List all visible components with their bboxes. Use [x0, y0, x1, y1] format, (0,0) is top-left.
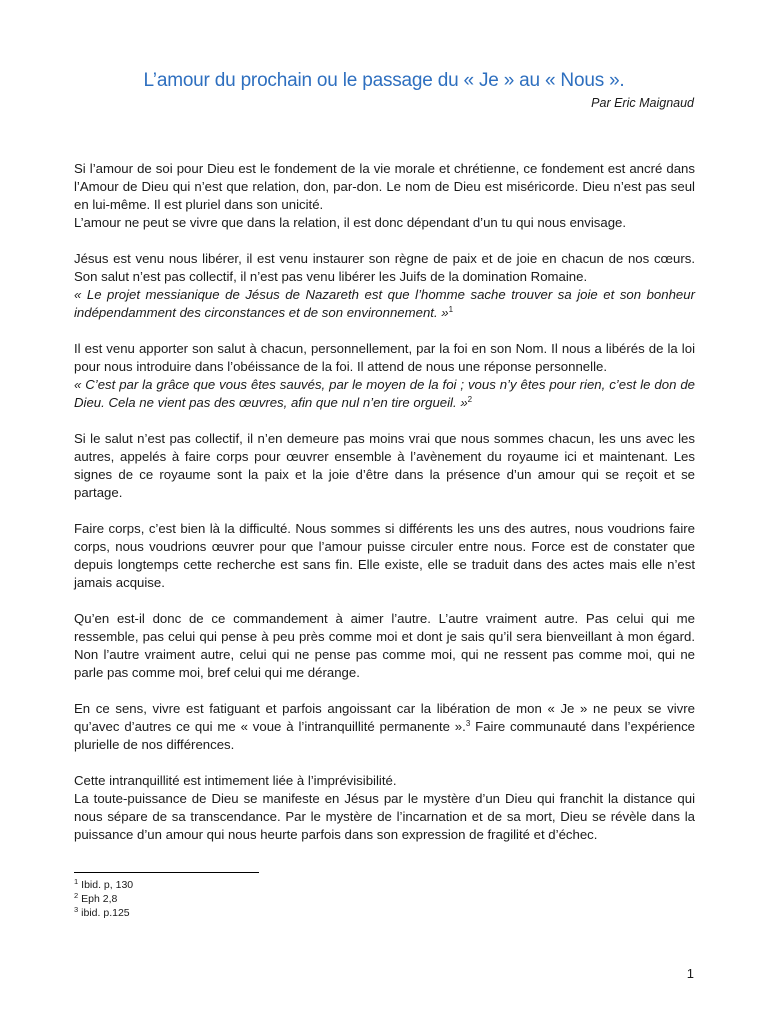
paragraph-6: Qu’en est-il donc de ce commandement à aimer l’autre. L’autre vraiment autre. Pas celui qui me ressemble, pas celui qui pense à peu près comme moi et dont je sais qu’il sera bienveillant à mon égard. Non l’autre vraiment autre, celui qui ne pense pas comme moi, qui ne ressent pas comme moi, qui ne parle pas comme moi, bref celui qui me dérange. [74, 611, 695, 680]
paragraph-5: Faire corps, c’est bien là la difficulté. Nous sommes si différents les uns des autres, nous voudrions faire corps, nous voudrions œuvrer pour que l’amour puisse circuler entre nous. Force est de constater que depuis longtemps cette recherche est sans fin. Elle existe, elle se traduit dans des actes mais elle n’est jamais acquise. [74, 521, 695, 590]
footnote-3-text: ibid. p.125 [81, 907, 130, 919]
footnote-3 [74, 906, 133, 920]
quote-2: « C’est par la grâce que vous êtes sauvés, par le moyen de la foi ; vous n’y êtes pour rien, c’est le don de Dieu. Cela ne vient pas des œuvres, afin que nul n’en tire orgueil. » [74, 377, 695, 410]
quote-1: « Le projet messianique de Jésus de Nazareth est que l’homme sache trouver sa joie et son bonheur indépendamment des circonstances et de son environnement. » [74, 287, 695, 320]
footnote-2 [74, 892, 133, 906]
footnote-2-number: 2 [74, 891, 79, 900]
page-title: L’amour du prochain ou le passage du « Je » au « Nous ». [143, 70, 625, 91]
paragraph-1a: Si l’amour de soi pour Dieu est le fondement de la vie morale et chrétienne, ce fondement est ancré dans l’Amour de Dieu qui n’est que relation, don, par-don. Le nom de Dieu est miséricorde. Dieu n’est pas seul en lui-même. Il est pluriel dans son unicité. [74, 161, 695, 212]
footnote-divider [74, 872, 259, 873]
author-line: Par Eric Maignaud [591, 96, 694, 110]
document-body [74, 160, 695, 844]
footnote-2-text: Eph 2,8 [81, 893, 118, 905]
footnote-1 [74, 878, 133, 892]
footnotes [74, 878, 133, 920]
footnote-3-number: 3 [74, 905, 79, 914]
paragraph-7-text-a: En ce sens, vivre est fatiguant et parfois angoissant car la libération de mon « Je » ne peux se vivre qu’avec d’autres ce qui me « voue à l’intranquillité permanente ». [74, 701, 695, 734]
paragraph-7 [74, 700, 695, 754]
paragraph-8b: La toute-puissance de Dieu se manifeste en Jésus par le mystère d’un Dieu qui franchit la distance qui nous sépare de sa transcendance. Par le mystère de l’incarnation et de sa mort, Dieu se révèle dans la puissance d’un amour qui nous heurte parfois dans son expression de fragilité et d’échec. [74, 791, 695, 842]
footnote-ref-2: 2 [467, 395, 473, 404]
paragraph-3b [74, 376, 695, 412]
footnote-1-text: Ibid. p, 130 [81, 879, 134, 891]
paragraph-2b [74, 286, 695, 322]
paragraph-7-text-b: Faire communauté dans l’expérience plurielle de nos différences. [74, 719, 696, 752]
paragraph-4: Si le salut n’est pas collectif, il n’en demeure pas moins vrai que nous sommes chacun, les uns avec les autres, appelés à faire corps pour œuvrer ensemble à l’avènement du royaume ici et maintenant. Les signes de ce royaume sont la paix et la joie d’être dans la présence d’un amour qui se reçoit et se partage. [74, 431, 695, 500]
footnote-ref-1: 1 [448, 305, 454, 314]
paragraph-8a: Cette intranquillité est intimement liée à l’imprévisibilité. [74, 773, 397, 788]
footnote-ref-3: 3 [465, 719, 471, 728]
footnote-1-number: 1 [74, 877, 79, 886]
page-number: 1 [686, 966, 694, 981]
paragraph-1b: L’amour ne peut se vivre que dans la relation, il est donc dépendant d’un tu qui nous envisage. [74, 215, 627, 230]
paragraph-2a: Jésus est venu nous libérer, il est venu instaurer son règne de paix et de joie en chacun de nos cœurs. Son salut n’est pas collectif, il n’est pas venu libérer les Juifs de la domination Romaine. [74, 251, 695, 284]
paragraph-3a: Il est venu apporter son salut à chacun, personnellement, par la foi en son Nom. Il nous a libérés de la loi pour nous introduire dans l’obéissance de la foi. Il attend de nous une réponse personnelle. [74, 341, 695, 374]
